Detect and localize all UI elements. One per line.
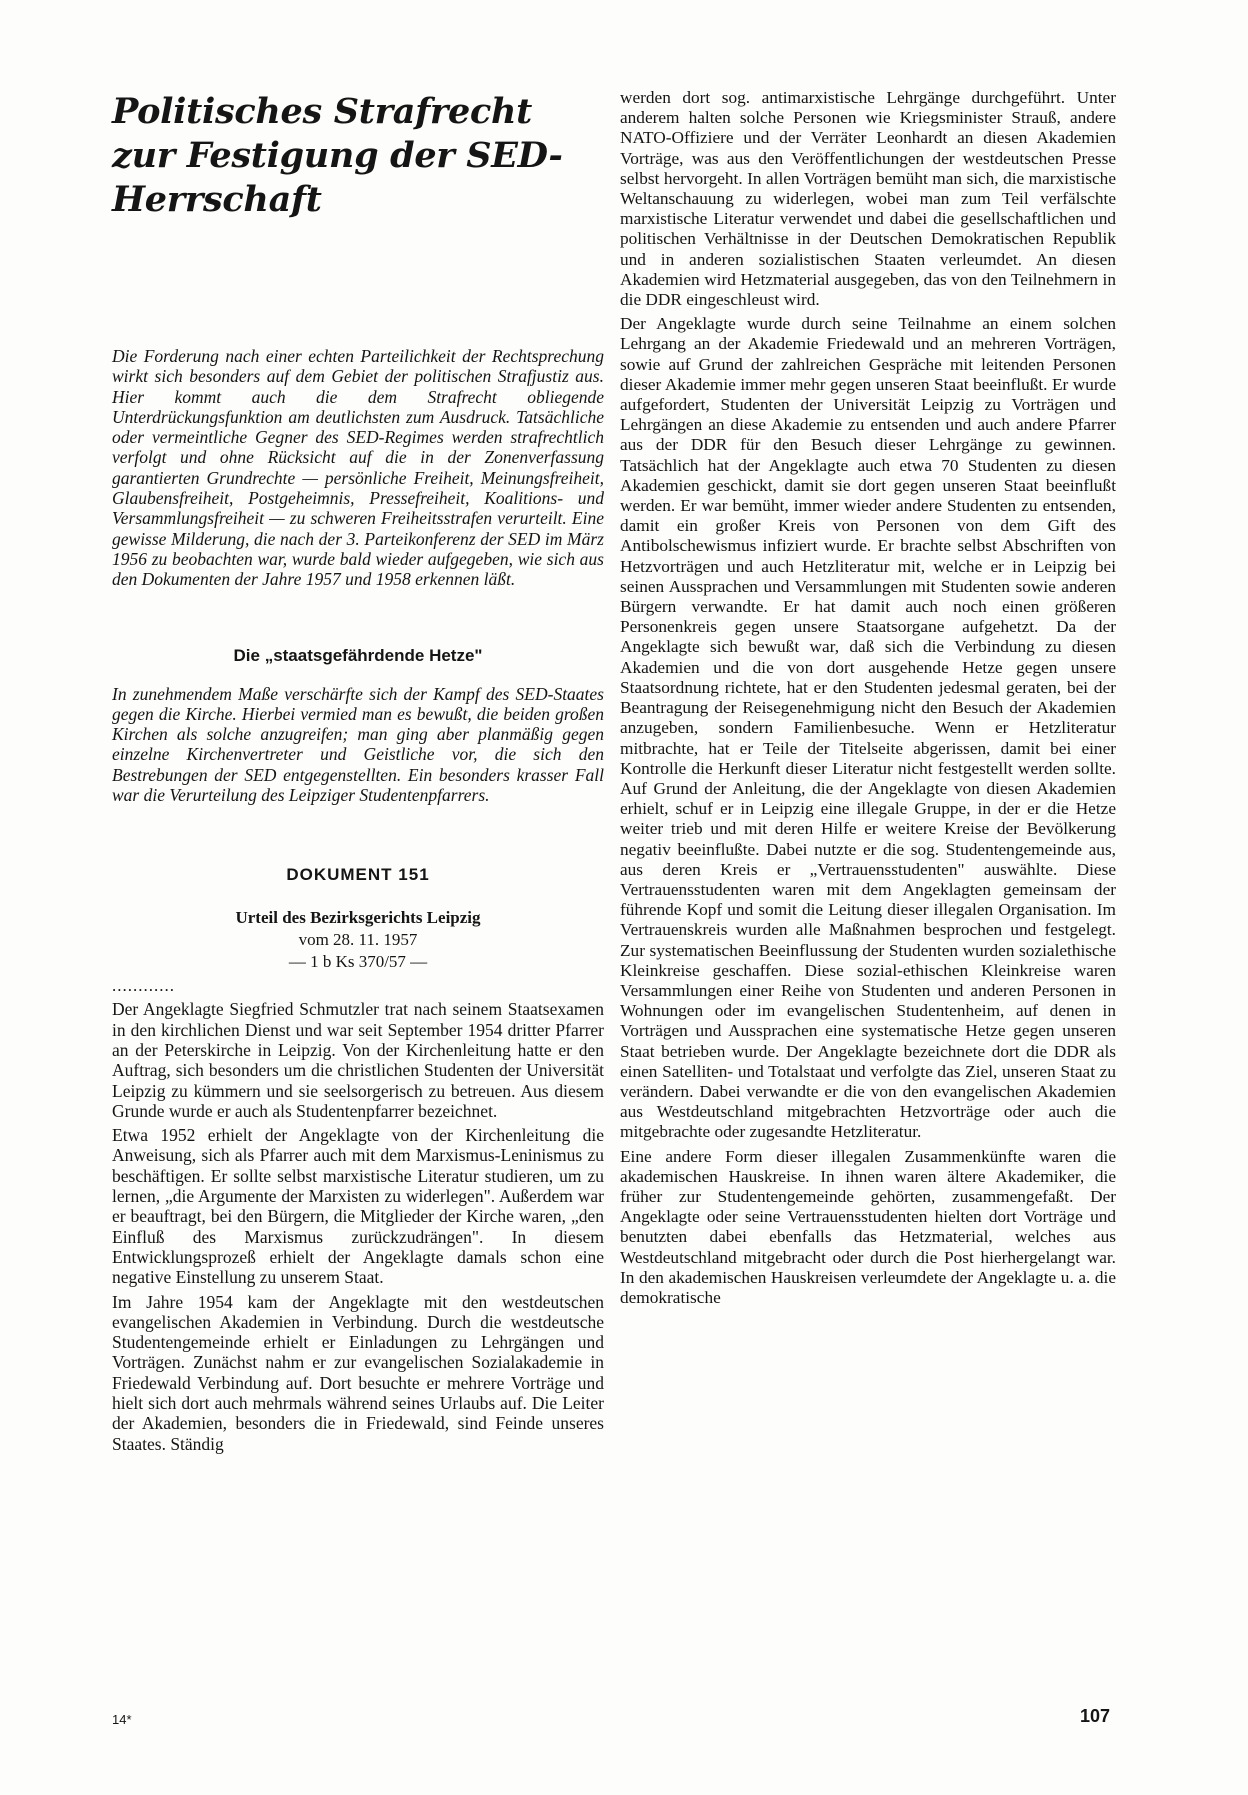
body-paragraph: Der Angeklagte wurde durch seine Teilnahme an einem solchen Lehrgang an der Akademie Friedewald und an mehreren Vorträgen, sowie auf Grund der zahlreichen Gespräche mit leitenden Personen dieser Akademie immer mehr gegen unseren Staat beeinflußt. Er wurde aufgefordert, Studenten der Universität Leipzig zu Vorträgen und Lehrgängen an diese Akademie zu entsenden und auch andere Pfarrer aus der DDR für den Besuch dieser Lehrgänge zu gewinnen. Tatsächlich hat der Angeklagte auch etwa 70 Studenten zu diesen Akademien geschickt, damit sie dort gegen unseren Staat beeinflußt werden. Er war bemüht, immer wieder andere Studenten zu entsenden, damit ein großer Kreis von Personen von dem Gift des Antibolschewismus infiziert wurde. Er brachte selbst Abschriften von Hetzvorträgen und auch Hetzliteratur mit, welche er in Leipzig bei seinen Aussprachen und Versammlungen mit Studenten sowie anderen Bürgern verwandte. Er hat damit auch noch einen größeren Personenkreis gegen unsere Staatsorgane aufgehetzt. Da der Angeklagte sich bewußt war, daß sich die Verbindung zu diesen Akademien und die von dort ausgehende Hetze gegen unsere Staatsordnung richtete, hat er den Studenten jedesmal geraten, bei der Beantragung der Reisegenehmigung nicht den Besuch der Akademien anzugeben, sondern Familienbesuche. Wenn er Hetzliteratur mitbrachte, hat er Teile der Titelseite abgerissen, damit bei einer Kontrolle die Herkunft dieser Literatur nicht festgestellt werden sollte. Auf Grund der Anleitung, die der Angeklagte von diesen Akademien erhielt, schuf er in Leipzig eine illegale Gruppe, in der er die Hetze weiter trieb und mit deren Hilfe er weitere Kreise der Bevölkerung negativ beeinflußte. Dabei nutzte er die sog. Studentengemeinde aus, aus deren Kreis er „Vertrauensstudenten" auswählte. Diese Vertrauensstudenten waren mit dem Angeklagten gemeinsam der führende Kopf und somit die Leitung dieser illegalen Organisation. Im Vertrauenskreis wurden alle Maßnahmen besprochen und festgelegt. Zur systematischen Beeinflussung der Studenten wurden sozialethische Kleinkreise geschaffen. Diese sozial-ethischen Kleinkreise waren Versammlungen einer Reihe von Studenten und anderen Personen in Wohnungen oder im evangelischen Studentenheim, auf denen in Vorträgen und Aussprachen eine systematische Hetze gegen unseren Staat betrieben wurde. Der Angeklagte bezeichnete dort die DDR als einen Satelliten- und Totalstaat und verfolgte das Ziel, unseren Staat zu verändern. Dabei verwandte er die von den evangelischen Akademien aus Westdeutschland mitgebrachten Hetzvorträge oder auch die mitgebrachte oder zugesandte Hetzliteratur. [620, 314, 1116, 1142]
article-title: Politisches Strafrecht zur Festigung der SED-Herrschaft [112, 91, 563, 220]
section-intro: In zunehmendem Maße verschärfte sich der Kampf des SED-Staates gegen die Kirche. Hierbei vermied man es bewußt, die beiden großen Kirchen als solche anzugreifen; man ging aber planmäßig gegen einzelne Kirchenvertreter und Geistliche vor, die sich den Bestrebungen der SED entgegenstellten. Ein besonders krasser Fall war die Verurteilung des Leipziger Studentenpfarrers. [112, 683, 604, 806]
signature-mark: 14* [112, 1712, 132, 1727]
body-paragraph: werden dort sog. antimarxistische Lehrgänge durchgeführt. Unter anderem halten solche Personen wie Kriegsminister Strauß, andere NATO-Offiziere und der Verräter Leonhardt an diesen Akademien Vorträge, was aus den Veröffentlichungen der westdeutschen Presse selbst hervorgeht. In allen Vorträgen bemüht man sich, die marxistische Weltanschauung zu widerlegen, wobei man zum Teil verfälschte marxistische Literatur verwendet und dabei die gesellschaftlichen und politischen Verhältnisse in der Deutschen Demokratischen Republik und in anderen sozialistischen Staaten verleumdet. An diesen Akademien wird Hetzmaterial ausgegeben, das von den Teilnehmern in die DDR eingeschleust wird. [620, 88, 1116, 310]
body-paragraph: Eine andere Form dieser illegalen Zusammenkünfte waren die akademischen Hauskreise. In ihnen waren ältere Akademiker, die früher zur Studentengemeinde gehörten, zusammengefaßt. Der Angeklagte oder seine Vertrauensstudenten hielten dort Vorträge und benutzten dabei ebenfalls das Hetzmaterial, welches aus Westdeutschland mitgebracht oder durch die Post hierhergelangt war. In den akademischen Hauskreisen verleumdete der Angeklagte u. a. die demokratische [620, 1146, 1116, 1307]
lead-paragraph: Die Forderung nach einer echten Parteilichkeit der Rechtsprechung wirkt sich besonders auf dem Gebiet der politischen Strafjustiz aus. Hier kommt auch die dem Strafrecht obliegende Unterdrückungsfunktion am deutlichsten zum Ausdruck. Tatsächliche oder vermeintliche Gegner des SED-Regimes werden strafrechtlich verfolgt und ohne Rücksicht auf die in der Zonenverfassung garantierten Grundrechte — persönliche Freiheit, Meinungsfreiheit, Glaubensfreiheit, Postgeheimnis, Pressefreiheit, Koalitions- und Versammlungsfreiheit — zu schweren Freiheitsstrafen verurteilt. Eine gewisse Milderung, die nach der 3. Parteikonferenz der SED im März 1956 zu beobachten war, wurde bald wieder aufgegeben, wie sich aus den Dokumenten der Jahre 1957 und 1958 erkennen läßt. [112, 346, 604, 590]
omission-dots: ............ [112, 976, 175, 996]
left-column [112, 90, 604, 1458]
page-number: 107 [1080, 1706, 1111, 1726]
document-title: Urteil des Bezirksgerichts Leipzig [235, 908, 481, 928]
document-label: DOKUMENT 151 [286, 865, 430, 885]
document-date: vom 28. 11. 1957 [298, 930, 418, 950]
section-heading: Die „staatsgefährdende Hetze" [233, 645, 483, 665]
body-paragraph: Im Jahre 1954 kam der Angeklagte mit den westdeutschen evangelischen Akademien in Verbindung. Durch die westdeutsche Studentengemeinde erhielt er Einladungen zu Lehrgängen und Vorträgen. Zunächst nahm er zur evangelischen Sozialakademie in Friedewald Verbindung auf. Dort besuchte er mehrere Vorträge und hielt sich dort auch mehrmals während seines Urlaubs auf. Die Leiter der Akademien, besonders die in Friedewald, sind Feinde unseres Staates. Ständig [112, 1291, 604, 1454]
document-file-number: — 1 b Ks 370/57 — [288, 952, 428, 972]
body-paragraph: Der Angeklagte Siegfried Schmutzler trat nach seinem Staatsexamen in den kirchlichen Dienst und war seit September 1954 dritter Pfarrer an der Peterskirche in Leipzig. Von der Kirchenleitung hatte er den Auftrag, sich besonders um die christlichen Studenten der Universität Leipzig zu kümmern und sie seelsorgerisch zu betreuen. Aus diesem Grunde wurde er auch als Studentenpfarrer bezeichnet. [112, 999, 604, 1121]
body-paragraph: Etwa 1952 erhielt der Angeklagte von der Kirchenleitung die Anweisung, sich als Pfarrer auch mit dem Marxismus-Leninismus zu beschäftigen. Er sollte selbst marxistische Literatur studieren, um zu lernen, „die Argumente der Marxisten zu widerlegen". Außerdem war er beauftragt, bei den Bürgern, die Mitglieder der Kirche waren, „den Einfluß des Marxismus zurückzudrängen". In diesem Entwicklungsprozeß erhielt der Angeklagte damals schon eine negative Einstellung zu unserem Staat. [112, 1125, 604, 1288]
right-column [620, 88, 1116, 1312]
